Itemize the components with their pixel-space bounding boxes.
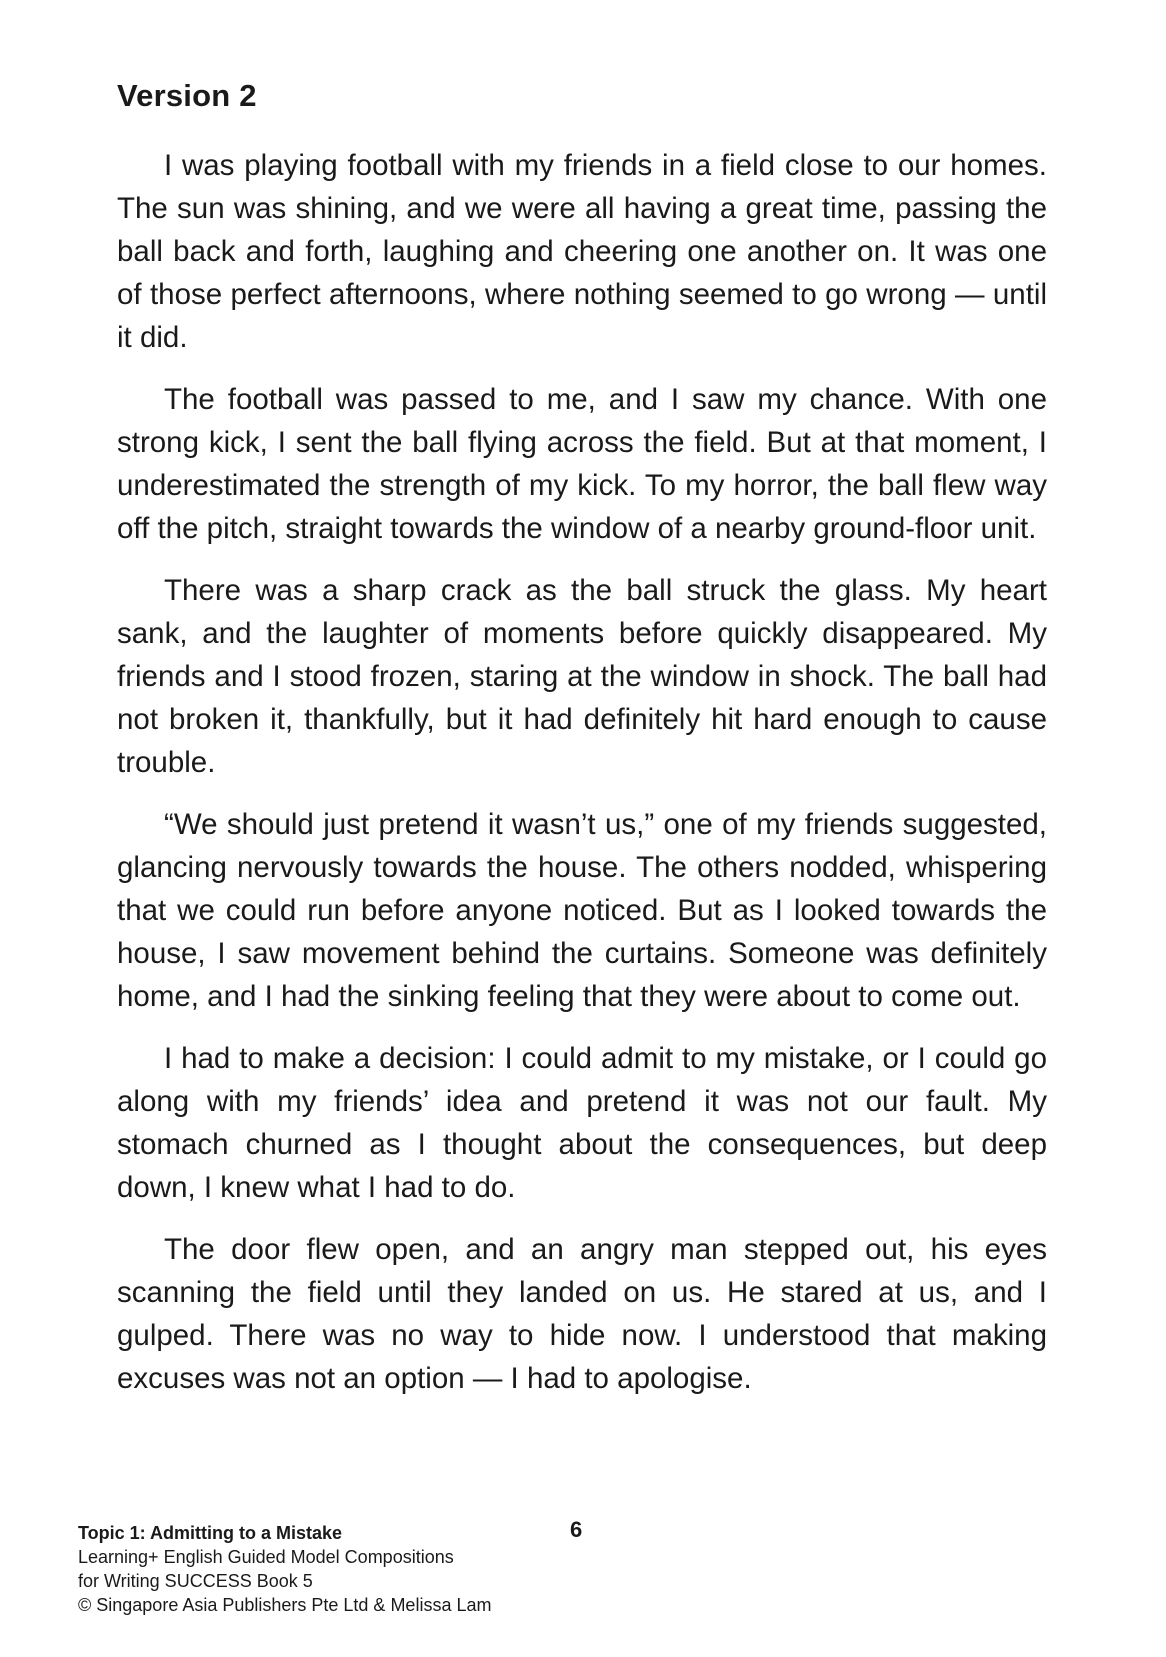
paragraph-6: The door flew open, and an angry man stepped out, his eyes scanning the field until they landed on us. He stared at us, and I gulped. There was no way to hide now. I understood that making excuses was not an option — I had to apologise. [117,1233,1047,1395]
paragraph-2: The football was passed to me, and I saw my chance. With one strong kick, I sent the ball flying across the field. But at that moment, I underestimated the strength of my kick. To my horror, the ball flew way off the pitch, straight towards the window of a nearby ground-floor unit. [117,383,1047,545]
page-number: 6 [570,1517,583,1542]
paragraph-1: I was playing football with my friends in a field close to our homes. The sun was shining, and we were all having a great time, passing the ball back and forth, laughing and cheering one another on. It was one of those perfect afternoons, where nothing seemed to go wrong — until it did. [117,149,1047,354]
paragraph-4: “We should just pretend it wasn’t us,” one of my friends suggested, glancing nervously towards the house. The others nodded, whispering that we could run before anyone noticed. But as I looked towards the house, I saw movement behind the curtains. Someone was definitely home, and I had the sinking feeling that they were about to come out. [117,808,1047,1013]
footer-info [78,1521,491,1617]
paragraph-3: There was a sharp crack as the ball struck the glass. My heart sank, and the laughter of moments before quickly disappeared. My friends and I stood frozen, staring at the window in shock. The ball had not broken it, thankfully, but it had definitely hit hard enough to cause trouble. [117,574,1047,779]
story-body [117,144,1047,1419]
footer-copyright: © Singapore Asia Publishers Pte Ltd & Melissa Lam [78,1595,492,1615]
paragraph-5: I had to make a decision: I could admit to my mistake, or I could go along with my friends’ idea and pretend it was not our fault. My stomach churned as I thought about the consequences, but deep down, I knew what I had to do. [117,1042,1047,1204]
footer-book-title-line2: for Writing SUCCESS Book 5 [78,1571,313,1591]
footer-topic: Topic 1: Admitting to a Mistake [78,1523,343,1543]
section-heading: Version 2 [117,78,257,113]
footer-book-title-line1: Learning+ English Guided Model Compositions [78,1547,454,1567]
